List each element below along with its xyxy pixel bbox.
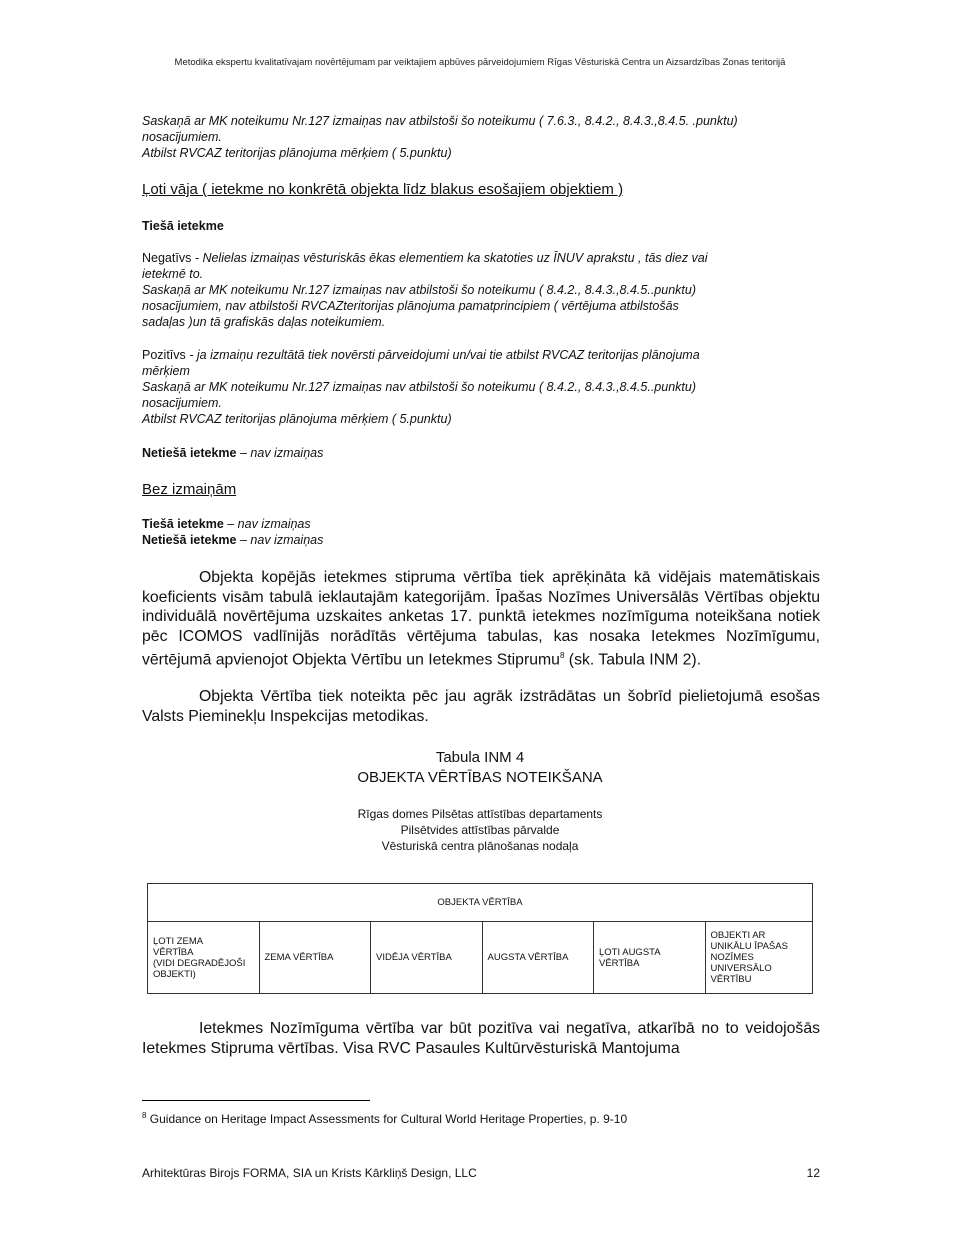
- positive-text: - ja izmaiņu rezultātā tiek novērsti pārveidojumi un/vai tie atbilst RVCAZ teritorijas plānojuma: [185, 348, 700, 362]
- indirect-impact-label: Netiešā ietekme: [142, 446, 237, 460]
- text-line: [142, 532, 323, 548]
- table-cell: AUGSTA VĒRTĪBA: [482, 922, 594, 994]
- section-heading-no-change: Bez izmaiņām: [142, 481, 237, 498]
- text-line: nosacījumiem.: [142, 130, 222, 144]
- top-compliance-block: [142, 113, 832, 161]
- positive-block: [142, 347, 832, 427]
- body-paragraph: Ietekmes Nozīmīguma vērtība var būt pozitīva vai negatīva, atkarībā no to veidojošās Ietekmes Stipruma vērtības. Visa RVC Pasaules Kultūrvēsturiskā Mantojuma: [142, 1020, 820, 1057]
- table-label: Tabula INM 4: [435, 749, 525, 766]
- table-cell: ĻOTI ZEMA VĒRTĪBA (VIDI DEGRADĒJOŠI OBJEKTI): [148, 922, 260, 994]
- indirect-impact-value: – nav izmaiņas: [236, 446, 324, 460]
- footer-left: Arhitektūras Birojs FORMA, SIA un Krists Kārkliņš Design, LLC: [142, 1166, 477, 1180]
- table-header-cell: OBJEKTA VĒRTĪBA: [148, 884, 813, 922]
- direct-impact-value: – nav izmaiņas: [223, 517, 311, 531]
- direct-impact-label: Tiešā ietekme: [142, 517, 224, 531]
- table-cell: ĻOTI AUGSTA VĒRTĪBA: [594, 922, 706, 994]
- negative-text: - Nelielas izmaiņas vēsturiskās ēkas elementiem ka skatoties uz ĪNUV aprakstu , tās diez vai: [191, 251, 708, 265]
- running-header: Metodika ekspertu kvalitatīvajam novērtējumam par veiktajiem apbūves pārveidojumiem Rīgas Vēsturiskā Centra un Aizsardzības Zonas teritorijā: [174, 57, 786, 68]
- negative-block: [142, 250, 832, 330]
- table-organization: [0, 806, 960, 854]
- text-line: [142, 516, 323, 532]
- org-line: Pilsētvides attīstības pārvalde: [400, 823, 560, 837]
- direct-impact-label: Tiešā ietekme: [142, 219, 224, 233]
- org-line: Vēsturiskā centra plānošanas nodaļa: [381, 839, 579, 853]
- indirect-impact-value: – nav izmaiņas: [236, 533, 324, 547]
- body-paragraph: [142, 568, 820, 670]
- object-value-table-wrapper: [147, 883, 813, 994]
- text-line: nosacījumiem, nav atbilstoši RVCAZteritorijas plānojuma pamatprincipiem ( vērtējuma atbilstošās: [142, 299, 679, 313]
- footnote-number: 8: [142, 1111, 147, 1120]
- body-paragraph: Objekta Vērtība tiek noteikta pēc jau agrāk izstrādātas un šobrīd pielietojumā esošas Valsts Pieminekļu Inspekcijas metodikas.: [142, 688, 820, 725]
- paragraph-text: (sk. Tabula INM 2).: [564, 651, 702, 669]
- text-line: nosacījumiem.: [142, 396, 222, 410]
- positive-label: Pozitīvs: [142, 348, 186, 362]
- footnote-separator: [142, 1100, 370, 1101]
- text-line: Saskaņā ar MK noteikumu Nr.127 izmaiņas nav atbilstoši šo noteikumu ( 7.6.3., 8.4.2., 8.4.3.,8.4.5. .punktu): [142, 114, 738, 128]
- text-line: Saskaņā ar MK noteikumu Nr.127 izmaiņas nav atbilstoši šo noteikumu ( 8.4.2., 8.4.3.,8.4.5..punktu): [142, 380, 696, 394]
- org-line: Rīgas domes Pilsētas attīstības departaments: [357, 807, 603, 821]
- table-cell: OBJEKTI AR UNIKĀLU ĪPAŠAS NOZĪMES UNIVERSĀLO VĒRTĪBU: [705, 922, 813, 994]
- no-change-block: [142, 516, 323, 548]
- table-row: [148, 922, 813, 994]
- text-line: mērķiem: [142, 364, 190, 378]
- page-number: 12: [806, 1166, 820, 1180]
- text-line: [142, 250, 832, 266]
- text-line: Atbilst RVCAZ teritorijas plānojuma mērķiem ( 5.punktu): [142, 412, 452, 426]
- table-header-row: [148, 884, 813, 922]
- footnote: [142, 1111, 627, 1126]
- text-line: [142, 347, 832, 363]
- negative-label: Negatīvs: [142, 251, 192, 265]
- footnote-text: Guidance on Heritage Impact Assessments for Cultural World Heritage Properties, p. 9-10: [146, 1112, 628, 1126]
- text-line: ietekmē to.: [142, 267, 204, 281]
- table-caption: [0, 748, 960, 788]
- paragraph-text: Objekta kopējās ietekmes stipruma vērtība tiek aprēķināta kā vidējais matemātiskais koeficients visām tabulā ieklautajām kategorijām. Īpašas Nozīmes Universālās Vērtības objektu individuālā novērtējuma uzskaites anketas 17. punktā ietekmes nozīmīguma noteikšana notiek pēc ICOMOS vadlīnijās norādītās vērtējuma tabulas, kas nosaka Ietekmes Nozīmīgumu, vērtējumā apvienojot Objekta Vērtību un Ietekmes Stiprumu: [142, 569, 820, 669]
- table-cell: ZEMA VĒRTĪBA: [259, 922, 371, 994]
- text-line: Atbilst RVCAZ teritorijas plānojuma mērķiem ( 5.punktu): [142, 146, 452, 160]
- footnote-ref: 8: [559, 651, 565, 660]
- indirect-impact-line: [142, 445, 323, 461]
- table-cell: VIDĒJA VĒRTĪBA: [371, 922, 483, 994]
- text-line: Saskaņā ar MK noteikumu Nr.127 izmaiņas nav atbilstoši šo noteikumu ( 8.4.2., 8.4.3.,8.4.5..punktu): [142, 283, 696, 297]
- object-value-table: [147, 883, 813, 994]
- indirect-impact-label: Netiešā ietekme: [142, 533, 237, 547]
- table-title: OBJEKTA VĒRTĪBAS NOTEIKŠANA: [357, 769, 603, 786]
- section-heading-very-weak: Ļoti vāja ( ietekme no konkrētā objekta līdz blakus esošajiem objektiem ): [142, 181, 624, 198]
- text-line: sadaļas )un tā grafiskās daļas noteikumiem.: [142, 315, 386, 329]
